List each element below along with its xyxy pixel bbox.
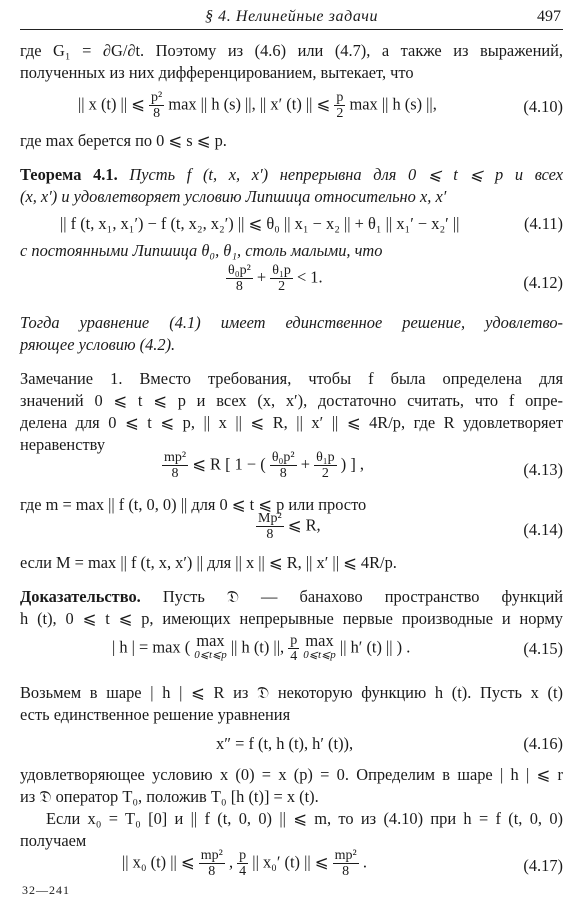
text-line: где max берется по 0 ⩽ s ⩽ p. [20,131,227,150]
fraction: $\frac{\text{mp²}}{8}$ [334,848,357,879]
fraction: $\frac{\text{Mp²}}{8}$ [258,511,282,542]
theorem-line: Тогда уравнение (4.1) имеет единственное решение, удовлетво- [20,313,563,332]
text-line: получаем [20,831,87,850]
fraction: $\frac{\text{p²}}{8}$ [151,90,163,121]
max-operator: max 0⩽t⩽p [194,631,227,661]
theorem-line: с постоянными Липшица θ₀, θ₁, столь малыми, что [20,241,383,260]
fraction: $\frac{\text{mp²}}{8}$ [200,848,223,879]
equation-4-16: x″ = f (t, h (t), h′ (t)), [216,734,354,753]
text-line: Если x₀ = T₀ [0] и || f (t, 0, 0) || ⩽ m, то из (4.10) при h = f (t, 0, 0) [46,809,563,828]
proof-heading: Доказательство. [20,587,141,606]
text-line: полученных из них дифференцированием, вытекает, что [20,63,414,82]
fraction: $\frac{\text{θ₁p}}{2}$ [272,263,291,294]
theorem-line: (x, x′) и удовлетворяет условию Липшица относительно x, x′ [20,187,447,206]
running-header [20,6,563,30]
text-line: из 𝔇 оператор T₀, положив T₀ [h (t)] = x (t). [20,787,319,806]
fraction: $\frac{p}{4}$ [290,633,298,664]
text-line: удовлетворяющее условию x (0) = x (p) = 0. Определим в шаре | h | ⩽ r [20,765,563,784]
fraction: $\frac{\text{mp²}}{8}$ [164,450,187,481]
theorem-line: ряющее условию (4.2). [20,335,176,354]
fraction: $\frac{p}{4}$ [239,848,247,879]
equation-number: (4.16) [523,734,563,753]
equation-4-10: || x (t) || ⩽ $\frac{\text{p²}}{8}$ max || h (s) ||, || x′ (t) || ⩽ $\frac{p}{2}$ max || h (s) ||, [78,90,437,121]
remark-line: неравенству [20,435,106,454]
equation-4-12: $\frac{\text{θ₀p²}}{8}$ + $\frac{\text{θ₁p}}{2}$ < 1. [228,263,323,294]
printer-signature: 32—241 [22,883,70,897]
equation-number: (4.14) [523,520,563,539]
max-operator: max 0⩽t⩽p [303,631,336,661]
equation-number: (4.12) [523,273,563,292]
equation-number: (4.10) [523,97,563,116]
equation-4-11: || f (t, x₁, x₁′) − f (t, x₂, x₂′) || ⩽ θ₀ || x₁ − x₂ || + θ₁ || x₁′ − x₂′ || [60,214,460,233]
remark-line: делена для 0 ⩽ t ⩽ p, || x || ⩽ R, || x′ || ⩽ 4R/p, где R удовлетворяет [20,413,563,432]
proof-line: Доказательство. Пусть 𝔇 — банахово пространство функций [20,587,563,606]
fraction: $\frac{\text{θ₁p}}{2}$ [316,450,335,481]
equation-4-17: || x₀ (t) || ⩽ $\frac{\text{mp²}}{8}$ , $\frac{p}{4}$ || x₀′ (t) || ⩽ $\frac{\text{mp²}}{8}$ . [122,848,367,879]
text-line: есть единственное решение уравнения [20,705,291,724]
page-number: 497 [537,8,561,25]
text-line: где G₁ = ∂G/∂t. Поэтому из (4.6) или (4.7), а также из выражений, [20,41,563,60]
proof-line: h (t), 0 ⩽ t ⩽ p, имеющих непрерывные первые производные и норму [20,609,563,628]
equation-number: (4.11) [524,214,563,233]
fraction: $\frac{\text{θ₀p²}}{8}$ [271,450,295,481]
equation-4-13: $\frac{\text{mp²}}{8}$ ⩽ R [ 1 − ( $\frac{\text{θ₀p²}}{8}$ + $\frac{\text{θ₁p}}{2}$ ) ] , [164,450,365,481]
fraction: $\frac{p}{2}$ [336,90,344,121]
theorem-heading: Теорема 4.1. [20,165,118,184]
text-line: Возьмем в шаре | h | ⩽ R из 𝔇 некоторую функцию h (t). Пусть x (t) [20,683,563,702]
equation-number: (4.13) [523,460,563,479]
equation-4-15: | h | = max ( max 0⩽t⩽p || h (t) ||, $\frac{p}{4}$ max 0⩽t⩽p || h′ (t) || ) . [112,631,411,664]
section-title: § 4. Нелинейные задачи [204,8,379,25]
text-line: где m = max || f (t, 0, 0) || для 0 ⩽ t ⩽ p или просто [20,495,367,514]
fraction: $\frac{\text{θ₀p²}}{8}$ [228,263,251,294]
equation-4-14: $\frac{\text{Mp²}}{8}$ ⩽ R, [258,511,321,542]
text-line: если M = max || f (t, x, x′) || для || x || ⩽ R, || x′ || ⩽ 4R/p. [20,553,397,572]
equation-number: (4.15) [523,639,563,658]
remark-line: значений 0 ⩽ t ⩽ p и всех (x, x′), достаточно считать, что f опре- [20,391,563,410]
remark-line: Замечание 1. Вместо требования, чтобы f была определена для [20,369,563,388]
theorem-line: Теорема 4.1. Пусть f (t, x, x′) непрерывна для 0 ⩽ t ⩽ p и всех [20,165,563,184]
equation-number: (4.17) [523,856,563,875]
